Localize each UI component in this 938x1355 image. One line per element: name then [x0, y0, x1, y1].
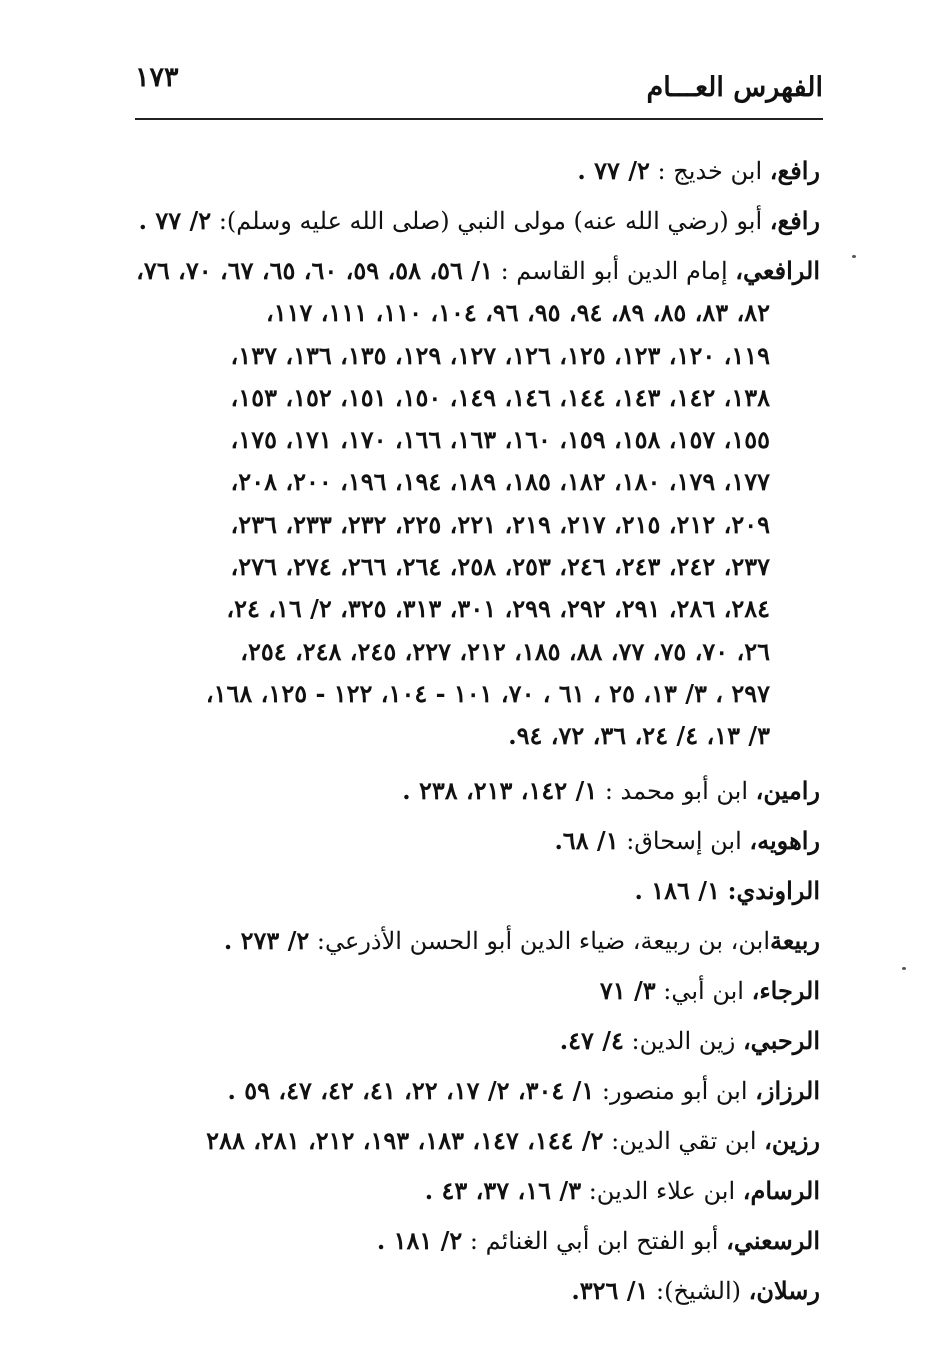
index-entry [120, 200, 820, 242]
entry-page-refs: ١/ ٦٨. [554, 825, 619, 855]
index-entry [120, 1270, 820, 1312]
entry-headword: رافع، [769, 156, 820, 185]
entry-description: أبو الفتح ابن أبي الغنائم : [462, 1226, 727, 1255]
entry-headword: الرافعي، [735, 256, 820, 285]
entry-headword: رافع، [769, 206, 820, 235]
index-entry [120, 870, 820, 912]
scan-speck [902, 967, 906, 970]
entry-description: ابن إسحاق: [618, 826, 750, 855]
entry-headword: رسلان، [748, 1275, 820, 1305]
entry-description: زين الدين: [623, 1026, 743, 1055]
entry-page-refs: ٣/ ٧١ [599, 975, 656, 1005]
page-title: الفهرس العـــام [646, 72, 823, 103]
index-entry [120, 1120, 820, 1162]
entry-description: أبو (رضي الله عنه) مولى النبي (صلى الله عليه وسلم): [211, 207, 770, 235]
index-entry [120, 1170, 820, 1212]
index-entry [120, 820, 820, 862]
entry-description: ابن خديج : [649, 157, 770, 185]
entry-page-refs: ١/ ٣٠٤، ٢/ ١٧، ٢٢، ٤١، ٤٢، ٤٧، ٥٩ . [227, 1075, 595, 1105]
entry-page-refs-line: ٢٣٧، ٢٤٢، ٢٤٣، ٢٤٦، ٢٥٣، ٢٥٨، ٢٦٤، ٢٦٦، ٢٧٤، ٢٧٦، [230, 552, 770, 582]
entry-description: ابن أبي: [655, 976, 752, 1005]
entry-page-refs: ٢/ ١٤٤، ١٤٧، ١٨٣، ١٩٣، ٢١٢، ٢٨١، ٢٨٨ [206, 1125, 604, 1155]
entry-headword: راهويه، [749, 825, 820, 855]
entry-page-refs: ١/ ١٨٦ . [634, 875, 720, 905]
entry-description: ابن علاء الدين: [581, 1176, 743, 1205]
entry-description: ابن تقي الدين: [603, 1126, 765, 1155]
entry-headword: رامين، [755, 775, 820, 805]
entry-page-refs-line: ١٣٨، ١٤٢، ١٤٣، ١٤٤، ١٤٦، ١٤٩، ١٥٠، ١٥١، ١٥٢، ١٥٣، [230, 382, 770, 412]
entry-headword: الرسام، [742, 1175, 820, 1205]
entry-page-refs-line: ٣/ ١٣، ٤/ ٢٤، ٣٦، ٧٢، ٩٤. [508, 721, 770, 751]
entry-page-refs: ٢/ ١٨١ . [376, 1225, 463, 1255]
index-entry-long [120, 250, 820, 758]
entry-page-refs: ٣/ ١٦، ٣٧، ٤٣ . [424, 1175, 582, 1205]
index-entry [120, 970, 820, 1012]
entry-headword: رزين، [764, 1125, 820, 1155]
index-entry [120, 770, 820, 812]
entry-page-refs: ٢/ ٧٧ . [138, 206, 212, 235]
index-entry [120, 1070, 820, 1112]
entry-page-refs-line: ١١٩، ١٢٠، ١٢٣، ١٢٥، ١٢٦، ١٢٧، ١٢٩، ١٣٥، ١٣٦، ١٣٧، [230, 340, 770, 370]
entry-page-refs-line: ١٧٧، ١٧٩، ١٨٠، ١٨٢، ١٨٥، ١٨٩، ١٩٤، ١٩٦، ٢٠٠، ٢٠٨، [230, 467, 770, 497]
entry-page-refs-line: ١/ ٥٦، ٥٨، ٥٩، ٦٠، ٦٥، ٦٧، ٧٠، ٧٦، [136, 256, 493, 285]
entry-description: ابن أبو منصور: [594, 1076, 756, 1105]
entry-page-refs: ٤/ ٤٧. [559, 1025, 624, 1055]
entry-description: إمام الدين أبو القاسم : [492, 257, 736, 285]
entry-page-refs-line: ٨٢، ٨٣، ٨٥، ٨٩، ٩٤، ٩٥، ٩٦، ١٠٤، ١١٠، ١١١، ١١٧، [266, 298, 770, 328]
entry-page-refs-line: ٢٦، ٧٠، ٧٥، ٧٧، ٨٨، ١٨٥، ٢١٢، ٢٢٧، ٢٤٥، ٢٤٨، ٢٥٤، [240, 636, 770, 666]
entry-headword: الرجاء، [751, 975, 820, 1005]
index-entries [120, 150, 820, 1320]
entry-headword: ربيعة [770, 925, 820, 955]
entry-page-refs: ٢/ ٧٧ . [577, 156, 650, 185]
entry-headword: الرحبي، [742, 1025, 820, 1055]
scan-speck [852, 255, 856, 258]
index-entry [120, 1220, 820, 1262]
entry-headword: الرسعني، [726, 1225, 820, 1255]
entry-headword: الراوندي: [727, 875, 820, 905]
running-header [135, 62, 823, 120]
entry-headword: الرزاز، [755, 1075, 820, 1105]
entry-page-refs: ١/ ٣٢٦. [571, 1275, 649, 1305]
page-number: ١٧٣ [135, 62, 179, 93]
index-entry [120, 1020, 820, 1062]
entry-page-refs: ٢/ ٢٧٣ . [223, 925, 310, 955]
entry-page-refs: ١/ ١٤٢، ٢١٣، ٢٣٨ . [402, 775, 598, 805]
entry-description [720, 877, 728, 905]
index-entry [120, 150, 820, 192]
entry-page-refs-line: ٢٠٩، ٢١٢، ٢١٥، ٢١٧، ٢١٩، ٢٢١، ٢٢٥، ٢٣٢، ٢٣٣، ٢٣٦، [230, 509, 770, 539]
entry-page-refs-line: ٢٩٧ ، ٣/ ١٣، ٢٥ ، ٦١ ، ٧٠، ١٠١ - ١٠٤، ١٢٢ - ١٢٥، ١٦٨، [205, 678, 770, 708]
index-entry [120, 920, 820, 962]
entry-page-refs-line: ٢٨٤، ٢٨٦، ٢٩١، ٢٩٢، ٢٩٩، ٣٠١، ٣١٣، ٣٢٥، ٢/ ١٦، ٢٤، [226, 594, 770, 624]
entry-page-refs-line: ١٥٥، ١٥٧، ١٥٨، ١٥٩، ١٦٠، ١٦٣، ١٦٦، ١٧٠، ١٧١، ١٧٥، [230, 425, 770, 455]
entry-description: ابن أبو محمد : [597, 776, 756, 805]
entry-description: (الشيخ): [648, 1276, 749, 1305]
entry-description: ابن، بن ربيعة، ضياء الدين أبو الحسن الأذرعي: [309, 926, 771, 955]
